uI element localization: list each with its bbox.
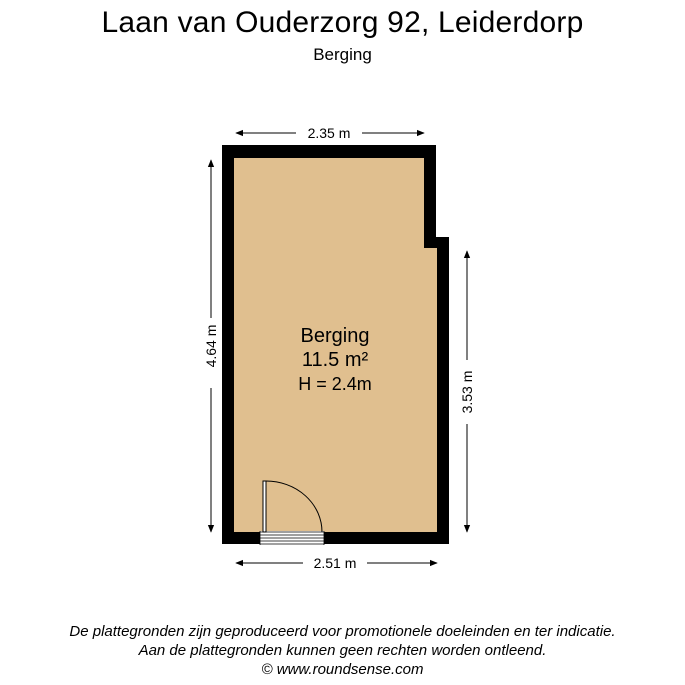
dimension-top	[236, 125, 424, 141]
dimension-bottom-label: 2.51 m	[313, 555, 357, 571]
dimension-top-label: 2.35 m	[307, 125, 351, 141]
dimension-bottom	[236, 555, 437, 571]
room-name: Berging	[300, 325, 370, 347]
floor-subtitle: Berging	[313, 45, 372, 64]
dimension-left-label: 4.64 m	[203, 324, 219, 368]
dimension-right	[459, 251, 475, 532]
disclaimer-line-2: Aan de plattegronden kunnen geen rechten worden ontleend.	[138, 642, 547, 659]
door-leaf	[263, 481, 266, 532]
dimension-left	[203, 160, 219, 532]
room-area: 11.5 m²	[301, 349, 369, 371]
room-height: H = 2.4m	[298, 374, 372, 394]
copyright-line: © www.roundsense.com	[261, 661, 424, 678]
disclaimer-line-1: De plattegronden zijn geproduceerd voor promotionele doeleinden en ter indicatie.	[69, 623, 616, 640]
disclaimer	[0, 622, 685, 679]
address-title: Laan van Ouderzorg 92, Leiderdorp	[101, 6, 584, 39]
dimension-right-label: 3.53 m	[459, 370, 475, 414]
